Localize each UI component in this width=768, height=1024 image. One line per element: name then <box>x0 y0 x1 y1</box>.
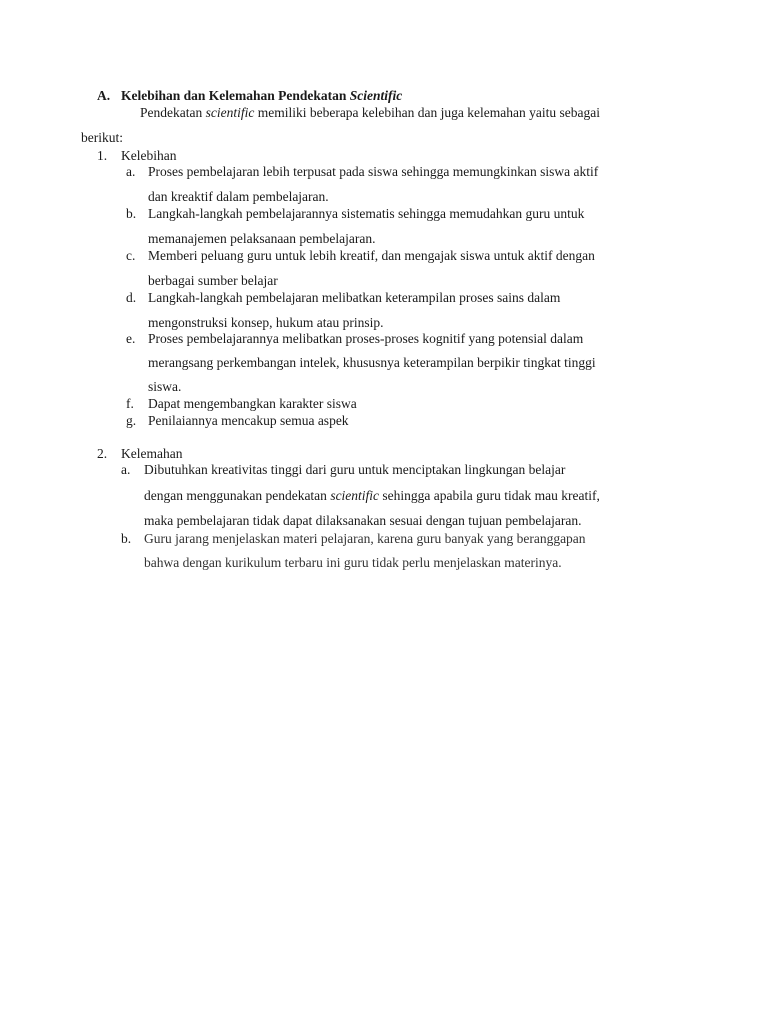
section-title <box>121 88 402 104</box>
item-d-line-2: mengonstruksi konsep, hukum atau prinsip. <box>148 315 384 330</box>
item-e-line-2: merangsang perkembangan intelek, khususnya keterampilan berpikir tingkat tinggi <box>148 355 596 370</box>
weak-b-line-2: bahwa dengan kurikulum terbaru ini guru tidak perlu menjelaskan materinya. <box>144 555 562 570</box>
item-c-letter: c. <box>126 248 136 263</box>
item-b-line-2: memanajemen pelaksanaan pembelajaran. <box>148 231 376 246</box>
item-e-letter: e. <box>126 331 136 346</box>
item-e-line-3: siswa. <box>148 379 182 394</box>
item-a-letter: a. <box>126 164 136 179</box>
section-title-text: Kelebihan dan Kelemahan Pendekatan <box>121 88 350 103</box>
item-a-line-2: dan kreaktif dalam pembelajaran. <box>148 189 329 204</box>
item-c-line-1: Memberi peluang guru untuk lebih kreatif, dan mengajak siswa untuk aktif dengan <box>148 248 595 263</box>
item-g-letter: g. <box>126 413 137 428</box>
list-number-2: 2. <box>97 446 108 461</box>
item-b-letter: b. <box>126 206 137 221</box>
intro-italic: scientific <box>205 105 255 120</box>
weak-a-line-1: Dibutuhkan kreativitas tinggi dari guru untuk menciptakan lingkungan belajar <box>144 462 566 477</box>
weak-a-letter: a. <box>121 462 131 477</box>
item-e-line-1: Proses pembelajarannya melibatkan proses-proses kognitif yang potensial dalam <box>148 331 584 346</box>
weak-a-text-1: dengan menggunakan pendekatan <box>144 488 331 503</box>
intro-line-2: berikut: <box>81 130 123 145</box>
item-a-line-1: Proses pembelajaran lebih terpusat pada siswa sehingga memungkinkan siswa aktif <box>148 164 599 179</box>
weak-b-line-1: Guru jarang menjelaskan materi pelajaran, karena guru banyak yang beranggapan <box>144 531 586 546</box>
item-f-line-1: Dapat mengembangkan karakter siswa <box>148 396 357 411</box>
kelebihan-heading: Kelebihan <box>121 148 177 163</box>
item-g-line-1: Penilaiannya mencakup semua aspek <box>148 413 349 428</box>
item-b-line-1: Langkah-langkah pembelajarannya sistematis sehingga memudahkan guru untuk <box>148 206 585 221</box>
weak-b-letter: b. <box>121 531 132 546</box>
weak-a-text-2: sehingga apabila guru tidak mau kreatif, <box>379 488 600 503</box>
kelemahan-heading: Kelemahan <box>121 446 183 461</box>
section-letter: A. <box>97 88 111 103</box>
intro-text-2: memiliki beberapa kelebihan dan juga kelemahan yaitu sebagai <box>254 105 600 120</box>
intro-text-1: Pendekatan <box>140 105 206 120</box>
item-d-letter: d. <box>126 290 137 305</box>
item-d-line-1: Langkah-langkah pembelajaran melibatkan keterampilan proses sains dalam <box>148 290 561 305</box>
item-c-line-2: berbagai sumber belajar <box>148 273 278 288</box>
intro-line-1 <box>140 105 600 121</box>
weak-a-line-3: maka pembelajaran tidak dapat dilaksanakan sesuai dengan tujuan pembelajaran. <box>144 513 582 528</box>
weak-a-line-2 <box>144 488 600 504</box>
item-f-letter: f. <box>126 396 134 411</box>
list-number-1: 1. <box>97 148 108 163</box>
weak-a-italic: scientific <box>330 488 380 503</box>
section-title-italic: Scientific <box>349 88 403 103</box>
